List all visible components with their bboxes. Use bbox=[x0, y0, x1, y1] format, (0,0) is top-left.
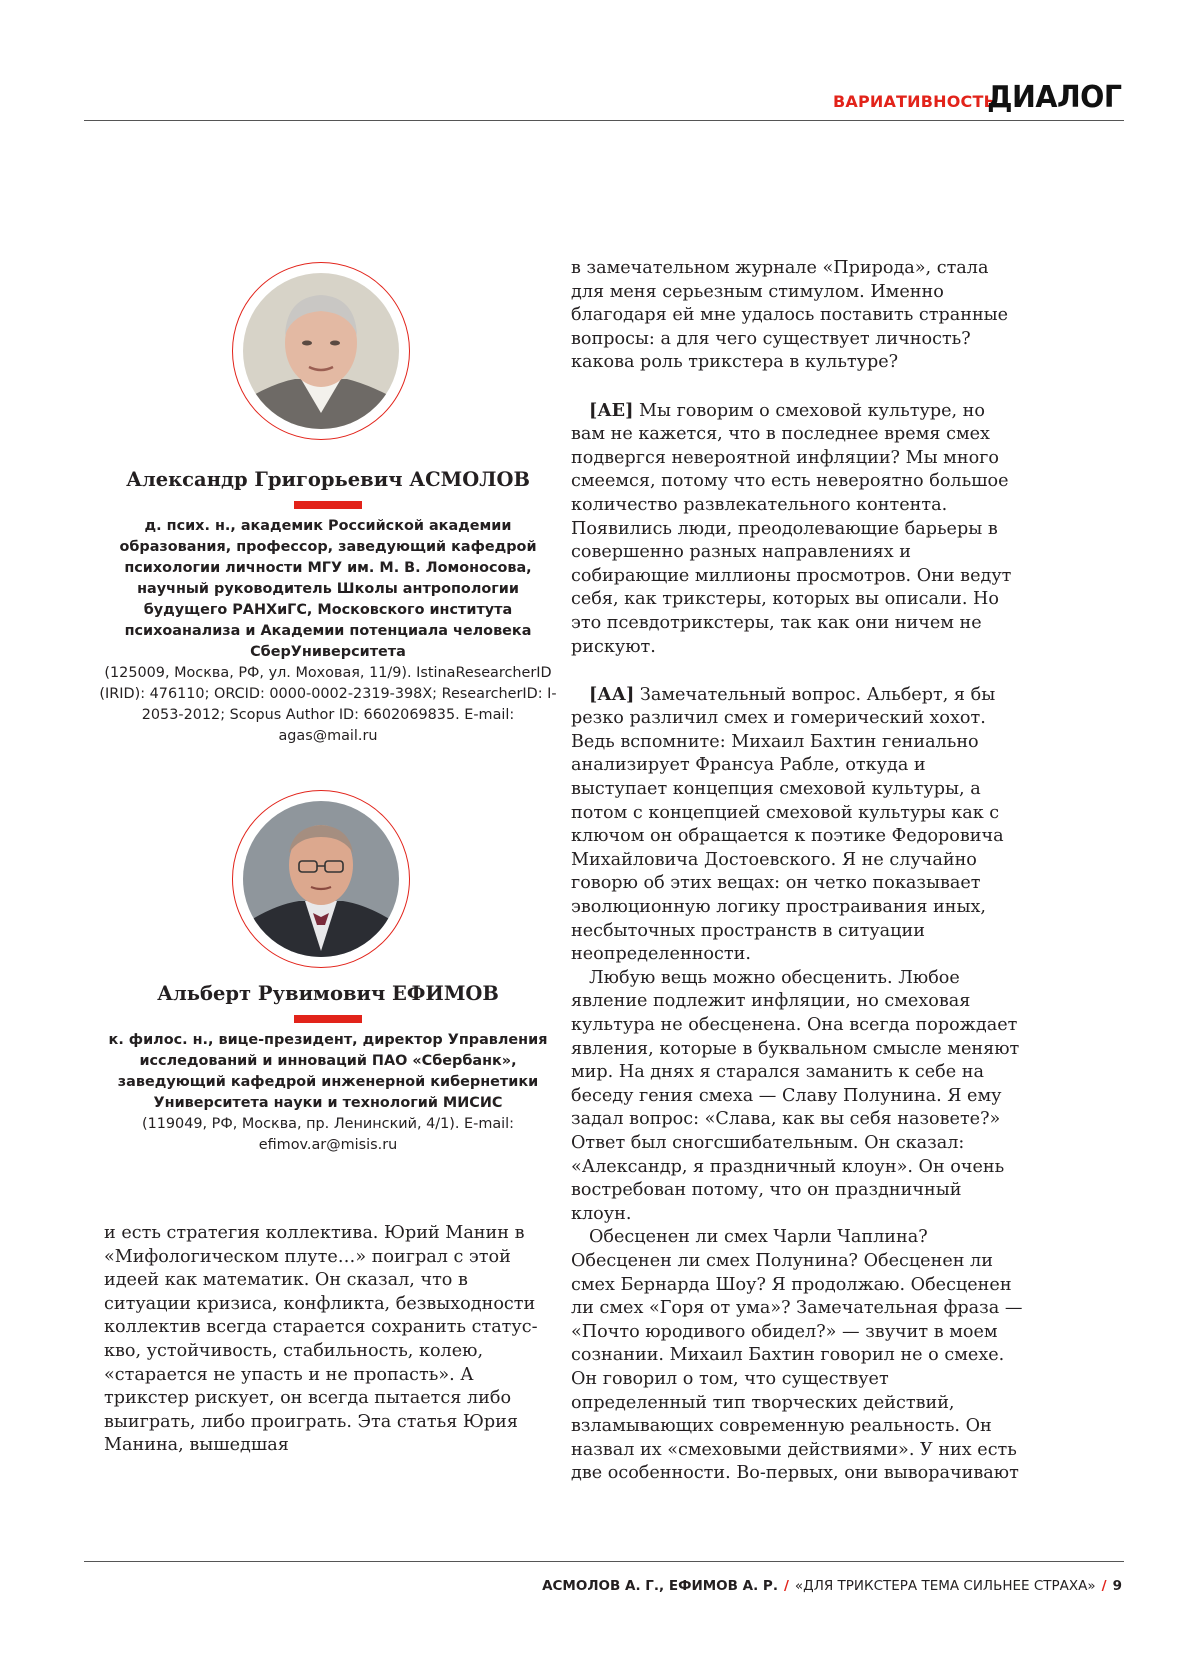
running-header bbox=[84, 74, 1124, 121]
author-photo-asmolov bbox=[232, 262, 410, 440]
section-label: ВАРИАТИВНОСТЬ bbox=[833, 92, 996, 111]
author-name: Альберт Рувимович ЕФИМОВ bbox=[98, 982, 558, 1006]
dialogue-paragraph bbox=[571, 683, 1023, 967]
footer-rule bbox=[84, 1561, 1124, 1562]
footer-separator: / bbox=[784, 1578, 789, 1594]
running-footer bbox=[542, 1578, 1122, 1594]
author-contact: (119049, РФ, Москва, пр. Ленинский, 4/1). E-mail: efimov.ar@misis.ru bbox=[98, 1114, 558, 1156]
portrait-icon bbox=[243, 273, 399, 429]
paragraph-text: Мы говорим о смеховой культуре, но вам не кажется, что в последнее время смех подвергся невероятной инфляции? Мы много смеемся, потому что есть невероятно большое количество развлекательного контента. Появились люди, преодолевающие барьеры в совершенно разных направлениях и собирающие миллионы просмотров. Они ведут себя, как трикстеры, которых вы описали. Но это псевдотрикстеры, так как они ничем не рискуют. bbox=[571, 401, 1011, 657]
author-credentials: к. филос. н., вице-президент, директор Управления исследований и инноваций ПАО «Сбербанк», заведующий кафедрой инженерной кибернетики Университета науки и технологий МИСИС bbox=[98, 1030, 558, 1114]
author-info-efimov bbox=[98, 982, 558, 1156]
author-credentials: д. псих. н., академик Российской академии образования, профессор, заведующий кафедрой психологии личности МГУ им. М. В. Ломоносова, научный руководитель Школы антропологии будущего РАНХиГС, Московского института психоанализа и Академии потенциала человека СберУниверситета bbox=[98, 516, 558, 663]
author-photo-efimov bbox=[232, 790, 410, 968]
right-column bbox=[571, 257, 1023, 1486]
body-paragraph: в замечательном журнале «Природа», стала для меня серьезным стимулом. Именно благодаря ей мне удалось поставить странные вопросы: а для чего существует личность? какова роль трикстера в культуре? bbox=[571, 257, 1023, 375]
footer-authors: АСМОЛОВ А. Г., ЕФИМОВ А. Р. bbox=[542, 1578, 778, 1594]
author-info-asmolov bbox=[98, 468, 558, 747]
body-paragraph: Любую вещь можно обесценить. Любое явление подлежит инфляции, но смеховая культура не обесценена. Она всегда порождает явления, которые в буквальном смысле меняют мир. На днях я старался заманить к себе на беседу гения смеха — Славу Полунина. Я ему задал вопрос: «Слава, как вы себя назовете?» Ответ был сногсшибательным. Он сказал: «Александр, я праздничный клоун». Он очень востребован потому, что он праздничный клоун. bbox=[571, 967, 1023, 1227]
portrait-icon bbox=[243, 801, 399, 957]
dialogue-paragraph bbox=[571, 399, 1023, 660]
left-column bbox=[104, 1222, 556, 1458]
author-contact: (125009, Москва, РФ, ул. Моховая, 11/9). IstinaResearcherID (IRID): 476110; ORCID: 0000-0002-2319-398X; ResearcherID: I-2053-2012; Scopus Author ID: 6602069835. E-mail: agas@mail.ru bbox=[98, 663, 558, 747]
author-name: Александр Григорьевич АСМОЛОВ bbox=[98, 468, 558, 492]
paragraph-text: Замечательный вопрос. Альберт, я бы резко различил смех и гомерический хохот. Ведь вспомните: Михаил Бахтин гениально анализирует Франсуа Рабле, откуда и выступает концепция смеховой культуры, а потом с концепцией смеховой культуры как с ключом он обращается к поэтике Федоровича Михайловича Достоевского. Я не случайно говорю об этих вещах: он четко показывает эволюционную логику простраивания иных, несбыточных пространств в ситуации неопределенности. bbox=[571, 685, 1004, 965]
body-paragraph: Обесценен ли смех Чарли Чаплина? Обесценен ли смех Полунина? Обесценен ли смех Бернарда Шоу? Я продолжаю. Обесценен ли смех «Горя от ума»? Замечательная фраза — «Почто юродивого обидел?» — звучит в моем сознании. Михаил Бахтин говорил не о смехе. Он говорил о том, что существует определенный тип творческих действий, взламывающих современную реальность. Он назвал их «смеховыми действиями». У них есть две особенности. Во-первых, они выворачивают bbox=[571, 1226, 1023, 1486]
footer-title: «ДЛЯ ТРИКСТЕРА ТЕМА СИЛЬНЕЕ СТРАХА» bbox=[795, 1578, 1096, 1594]
accent-bar bbox=[294, 1015, 362, 1023]
footer-separator: / bbox=[1102, 1578, 1107, 1594]
magazine-logo: ДИАЛОГ bbox=[987, 80, 1122, 115]
speaker-tag: [АЕ] bbox=[589, 400, 633, 421]
speaker-tag: [АА] bbox=[589, 684, 634, 705]
page-number: 9 bbox=[1113, 1578, 1122, 1594]
body-paragraph: и есть стратегия коллектива. Юрий Манин в «Мифологическом плуте…» поиграл с этой идеей как математик. Он сказал, что в ситуации кризиса, конфликта, безвыходности коллектив всегда старается сохранить статус-кво, устойчивость, стабильность, колею, «старается не упасть и не пропасть». А трикстер рискует, он всегда пытается либо выиграть, либо проиграть. Эта статья Юрия Манина, вышедшая bbox=[104, 1222, 556, 1458]
accent-bar bbox=[294, 501, 362, 509]
